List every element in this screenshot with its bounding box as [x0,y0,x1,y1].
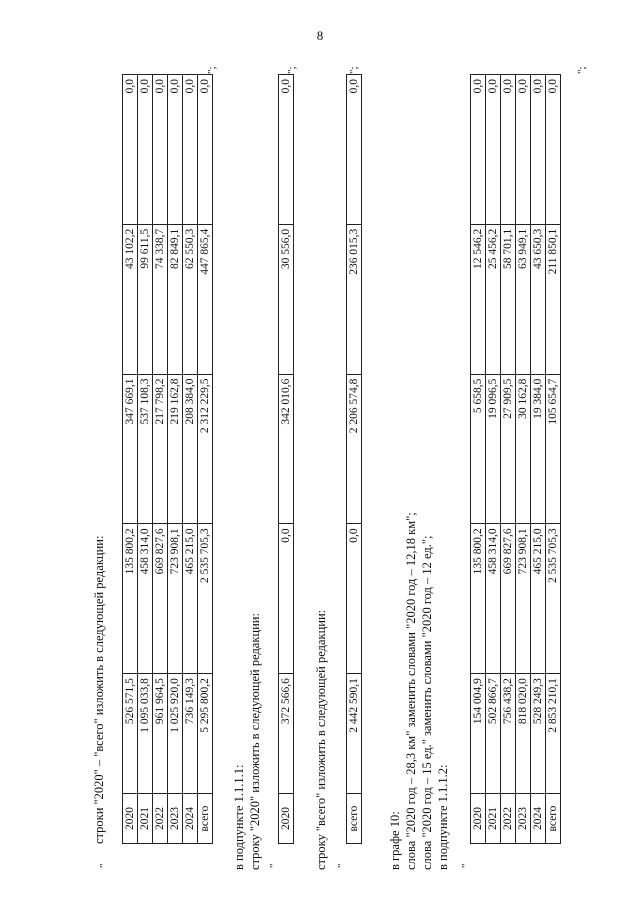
year-cell: 2023 [168,794,183,844]
value-cell: 0,0 [531,75,546,225]
value-cell: 526 571,5 [123,674,138,794]
value-cell: 0,0 [168,75,183,225]
value-cell: 537 108,3 [138,374,153,524]
table-block3 [346,74,362,844]
value-cell: 961 964,5 [153,674,168,794]
value-cell: 1 095 033,8 [138,674,153,794]
value-cell: 2 535 705,3 [198,524,213,674]
year-cell: 2020 [279,794,294,844]
value-cell: 208 384,0 [183,374,198,524]
year-cell: всего [198,794,213,844]
value-cell: 465 215,0 [531,524,546,674]
block4-line2: слова "2020 год – 28,3 км" заменить словами "2020 год – 12,18 км"; [404,512,418,870]
table-row [138,75,153,844]
value-cell: 2 442 590,1 [347,674,362,794]
year-cell: 2024 [531,794,546,844]
value-cell: 2 853 210,1 [546,674,561,794]
value-cell: 347 669,1 [123,374,138,524]
year-cell: 2021 [138,794,153,844]
value-cell: 342 010,6 [279,374,294,524]
page-number: 8 [316,28,324,43]
value-cell: 5 658,5 [471,374,486,524]
year-cell: 2024 [183,794,198,844]
year-cell: всего [546,794,561,844]
value-cell: 0,0 [153,75,168,225]
table-row [501,75,516,844]
value-cell: 12 546,2 [471,224,486,374]
value-cell: 19 384,0 [531,374,546,524]
table-row [153,75,168,844]
value-cell: 465 215,0 [183,524,198,674]
open-quote: " [460,863,472,868]
block2-line2: строку "2020" изложить в следующей редакции: [248,613,262,870]
value-cell: 0,0 [279,524,294,674]
value-cell: 217 798,2 [153,374,168,524]
table-row [183,75,198,844]
value-cell: 74 338,7 [153,224,168,374]
block2-line1: в подпункте 1.1.1.1: [232,764,246,870]
year-cell: 2023 [516,794,531,844]
table-row [531,75,546,844]
value-cell: 30 162,8 [516,374,531,524]
value-cell: 0,0 [183,75,198,225]
table-row [347,75,362,844]
value-cell: 27 909,5 [501,374,516,524]
close-quote: "; [348,66,360,74]
value-cell: 2 312 229,5 [198,374,213,524]
close-quote: "; [576,66,588,74]
table-row [198,75,213,844]
table-block1 [122,74,213,844]
value-cell: 135 800,2 [123,524,138,674]
year-cell: 2021 [486,794,501,844]
year-cell: всего [347,794,362,844]
value-cell: 63 949,1 [516,224,531,374]
year-cell: 2022 [153,794,168,844]
value-cell: 669 827,6 [153,524,168,674]
table-row [546,75,561,844]
value-cell: 0,0 [471,75,486,225]
value-cell: 154 004,9 [471,674,486,794]
year-cell: 2022 [501,794,516,844]
block4-line4: в подпункте 1.1.1.2: [436,764,450,870]
value-cell: 82 849,1 [168,224,183,374]
value-cell: 19 096,5 [486,374,501,524]
value-cell: 62 550,3 [183,224,198,374]
value-cell: 2 206 574,8 [347,374,362,524]
value-cell: 528 249,3 [531,674,546,794]
value-cell: 447 865,4 [198,224,213,374]
value-cell: 0,0 [347,75,362,225]
value-cell: 2 535 705,3 [546,524,561,674]
value-cell: 372 566,6 [279,674,294,794]
value-cell: 99 611,5 [138,224,153,374]
open-quote: " [268,863,280,868]
value-cell: 1 025 920,0 [168,674,183,794]
table-row [123,75,138,844]
table-row [516,75,531,844]
block4-line3: слова "2020 год – 15 ед." заменить словами "2020 год – 12 ед."; [420,535,434,870]
value-cell: 818 020,0 [516,674,531,794]
value-cell: 0,0 [198,75,213,225]
value-cell: 30 556,0 [279,224,294,374]
value-cell: 458 314,0 [138,524,153,674]
value-cell: 723 908,1 [168,524,183,674]
value-cell: 0,0 [546,75,561,225]
value-cell: 669 827,6 [501,524,516,674]
table-row [168,75,183,844]
value-cell: 0,0 [138,75,153,225]
value-cell: 0,0 [501,75,516,225]
value-cell: 0,0 [123,75,138,225]
value-cell: 736 149,3 [183,674,198,794]
open-quote: " [98,863,110,868]
block4-line1: в графе 10: [388,811,402,870]
close-quote: "; [286,66,298,74]
value-cell: 502 866,7 [486,674,501,794]
table-row [279,75,294,844]
value-cell: 723 908,1 [516,524,531,674]
year-cell: 2020 [123,794,138,844]
value-cell: 105 654,7 [546,374,561,524]
table-block2 [278,74,294,844]
value-cell: 756 438,2 [501,674,516,794]
rotated-content [92,60,602,870]
value-cell: 43 650,3 [531,224,546,374]
value-cell: 0,0 [486,75,501,225]
value-cell: 5 295 800,2 [198,674,213,794]
year-cell: 2020 [471,794,486,844]
table-row [486,75,501,844]
value-cell: 0,0 [347,524,362,674]
close-quote: "; [206,66,218,74]
table-row [471,75,486,844]
value-cell: 25 456,2 [486,224,501,374]
value-cell: 211 850,1 [546,224,561,374]
open-quote: " [336,863,348,868]
value-cell: 236 015,3 [347,224,362,374]
value-cell: 58 701,1 [501,224,516,374]
value-cell: 0,0 [279,75,294,225]
value-cell: 43 102,2 [123,224,138,374]
value-cell: 0,0 [516,75,531,225]
block1-heading: строки "2020" – "всего" изложить в следующей редакции: [92,535,106,844]
value-cell: 135 800,2 [471,524,486,674]
value-cell: 458 314,0 [486,524,501,674]
table-block4 [470,74,561,844]
value-cell: 219 162,8 [168,374,183,524]
block3-heading: строку "всего" изложить в следующей редакции: [314,609,328,870]
